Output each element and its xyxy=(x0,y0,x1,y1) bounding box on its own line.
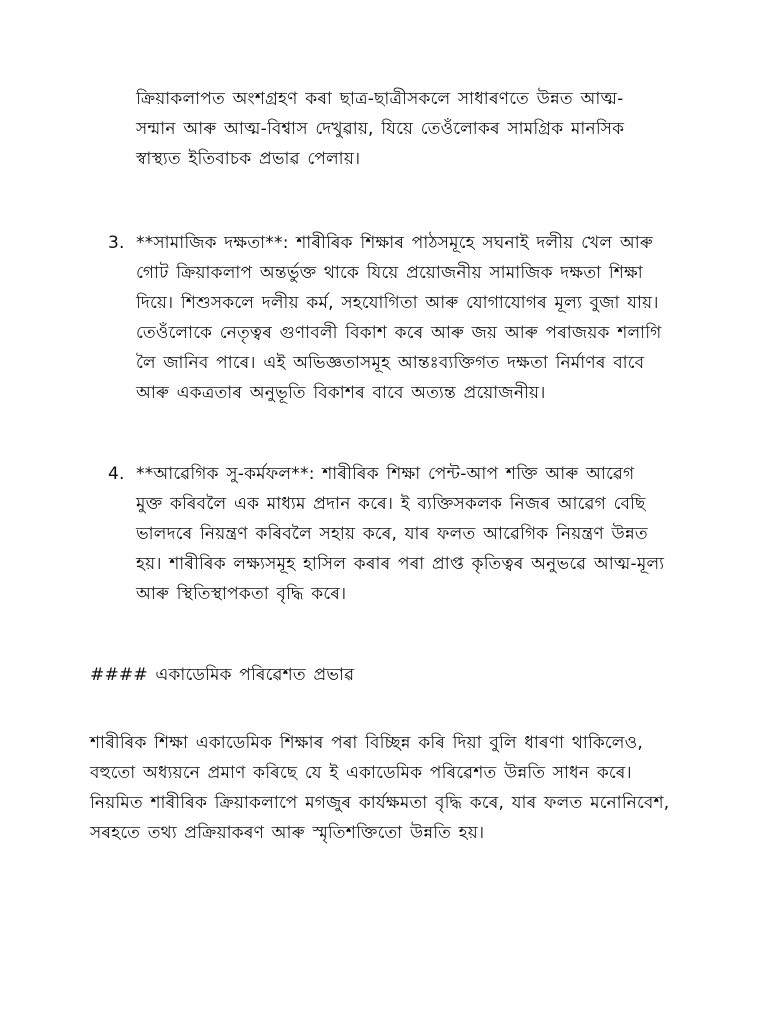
list-item-text: **সামাজিক দক্ষতা**: শাৰীৰিক শিক্ষাৰ পাঠসমূহে সঘনাই দলীয় খেল আৰু গোট ক্ৰিয়াকলাপ অন্তৰ্ভুক্ত থাকে যিয়ে প্ৰয়োজনীয় সামাজিক দক্ষতা শিক্ষা দিয়ে। শিশুসকলে দলীয় কৰ্ম, সহযোগিতা আৰু যোগাযোগৰ মূল্য বুজা যায়। তেওঁলোকে নেতৃত্বৰ গুণাবলী বিকাশ কৰে আৰু জয় আৰু পৰাজয়ক শলাগি লৈ জানিব পাৰে। এই অভিজ্ঞতাসমূহ আন্তঃব্যক্তিগত দক্ষতা নিৰ্মাণৰ বাবে আৰু একত্ৰতাৰ অনুভূতি বিকাশৰ বাবে অত্যন্ত প্ৰয়োজনীয়। xyxy=(136,233,662,403)
continuation-paragraph: ক্ৰিয়াকলাপত অংশগ্ৰহণ কৰা ছাত্ৰ-ছাত্ৰীসকলে সাধাৰণতে উন্নত আত্ম-সন্মান আৰু আত্ম-বিশ্বাস দেখুৱায়, যিয়ে তেওঁলোকৰ সামগ্ৰিক মানসিক স্বাস্থ্যত ইতিবাচক প্ৰভাৱ পেলায়। xyxy=(136,89,625,169)
list-number: 3. xyxy=(108,233,125,253)
list-number: 4. xyxy=(108,464,125,484)
section-heading: #### একাডেমিক পৰিৱেশত প্ৰভাৱ xyxy=(90,665,355,685)
list-item-social-skills xyxy=(108,228,668,408)
list-item-text: **আৱেগিক সু-কৰ্মফল**: শাৰীৰিক শিক্ষা পেন্ট-আপ শক্তি আৰু আৱেগ মুক্ত কৰিবলৈ এক মাধ্যম প্ৰদান কৰে। ই ব্যক্তিসকলক নিজৰ আৱেগ বেছি ভালদৰে নিয়ন্ত্ৰণ কৰিবলৈ সহায় কৰে, যাৰ ফলত আৱেগিক নিয়ন্ত্ৰণ উন্নত হয়। শাৰীৰিক লক্ষ্যসমূহ হাসিল কৰাৰ পৰা প্ৰাপ্ত কৃতিত্বৰ অনুভৱে আত্ম-মূল্য আৰু স্থিতিস্থাপকতা বৃদ্ধি কৰে। xyxy=(136,464,665,604)
list-item-emotional-wellbeing xyxy=(108,459,668,609)
body-paragraph: শাৰীৰিক শিক্ষা একাডেমিক শিক্ষাৰ পৰা বিচ্ছিন্ন কৰি দিয়া বুলি ধাৰণা থাকিলেও, বহুতো অধ্যয়নে প্ৰমাণ কৰিছে যে ই একাডেমিক পৰিৱেশত উন্নতি সাধন কৰে। নিয়মিত শাৰীৰিক ক্ৰিয়াকলাপে মগজুৰ কাৰ্যক্ষমতা বৃদ্ধি কৰে, যাৰ ফলত মনোনিবেশ, সৰহতে তথ্য প্ৰক্ৰিয়াকৰণ আৰু স্মৃতিশক্তিতো উন্নতি হয়। xyxy=(90,733,670,843)
